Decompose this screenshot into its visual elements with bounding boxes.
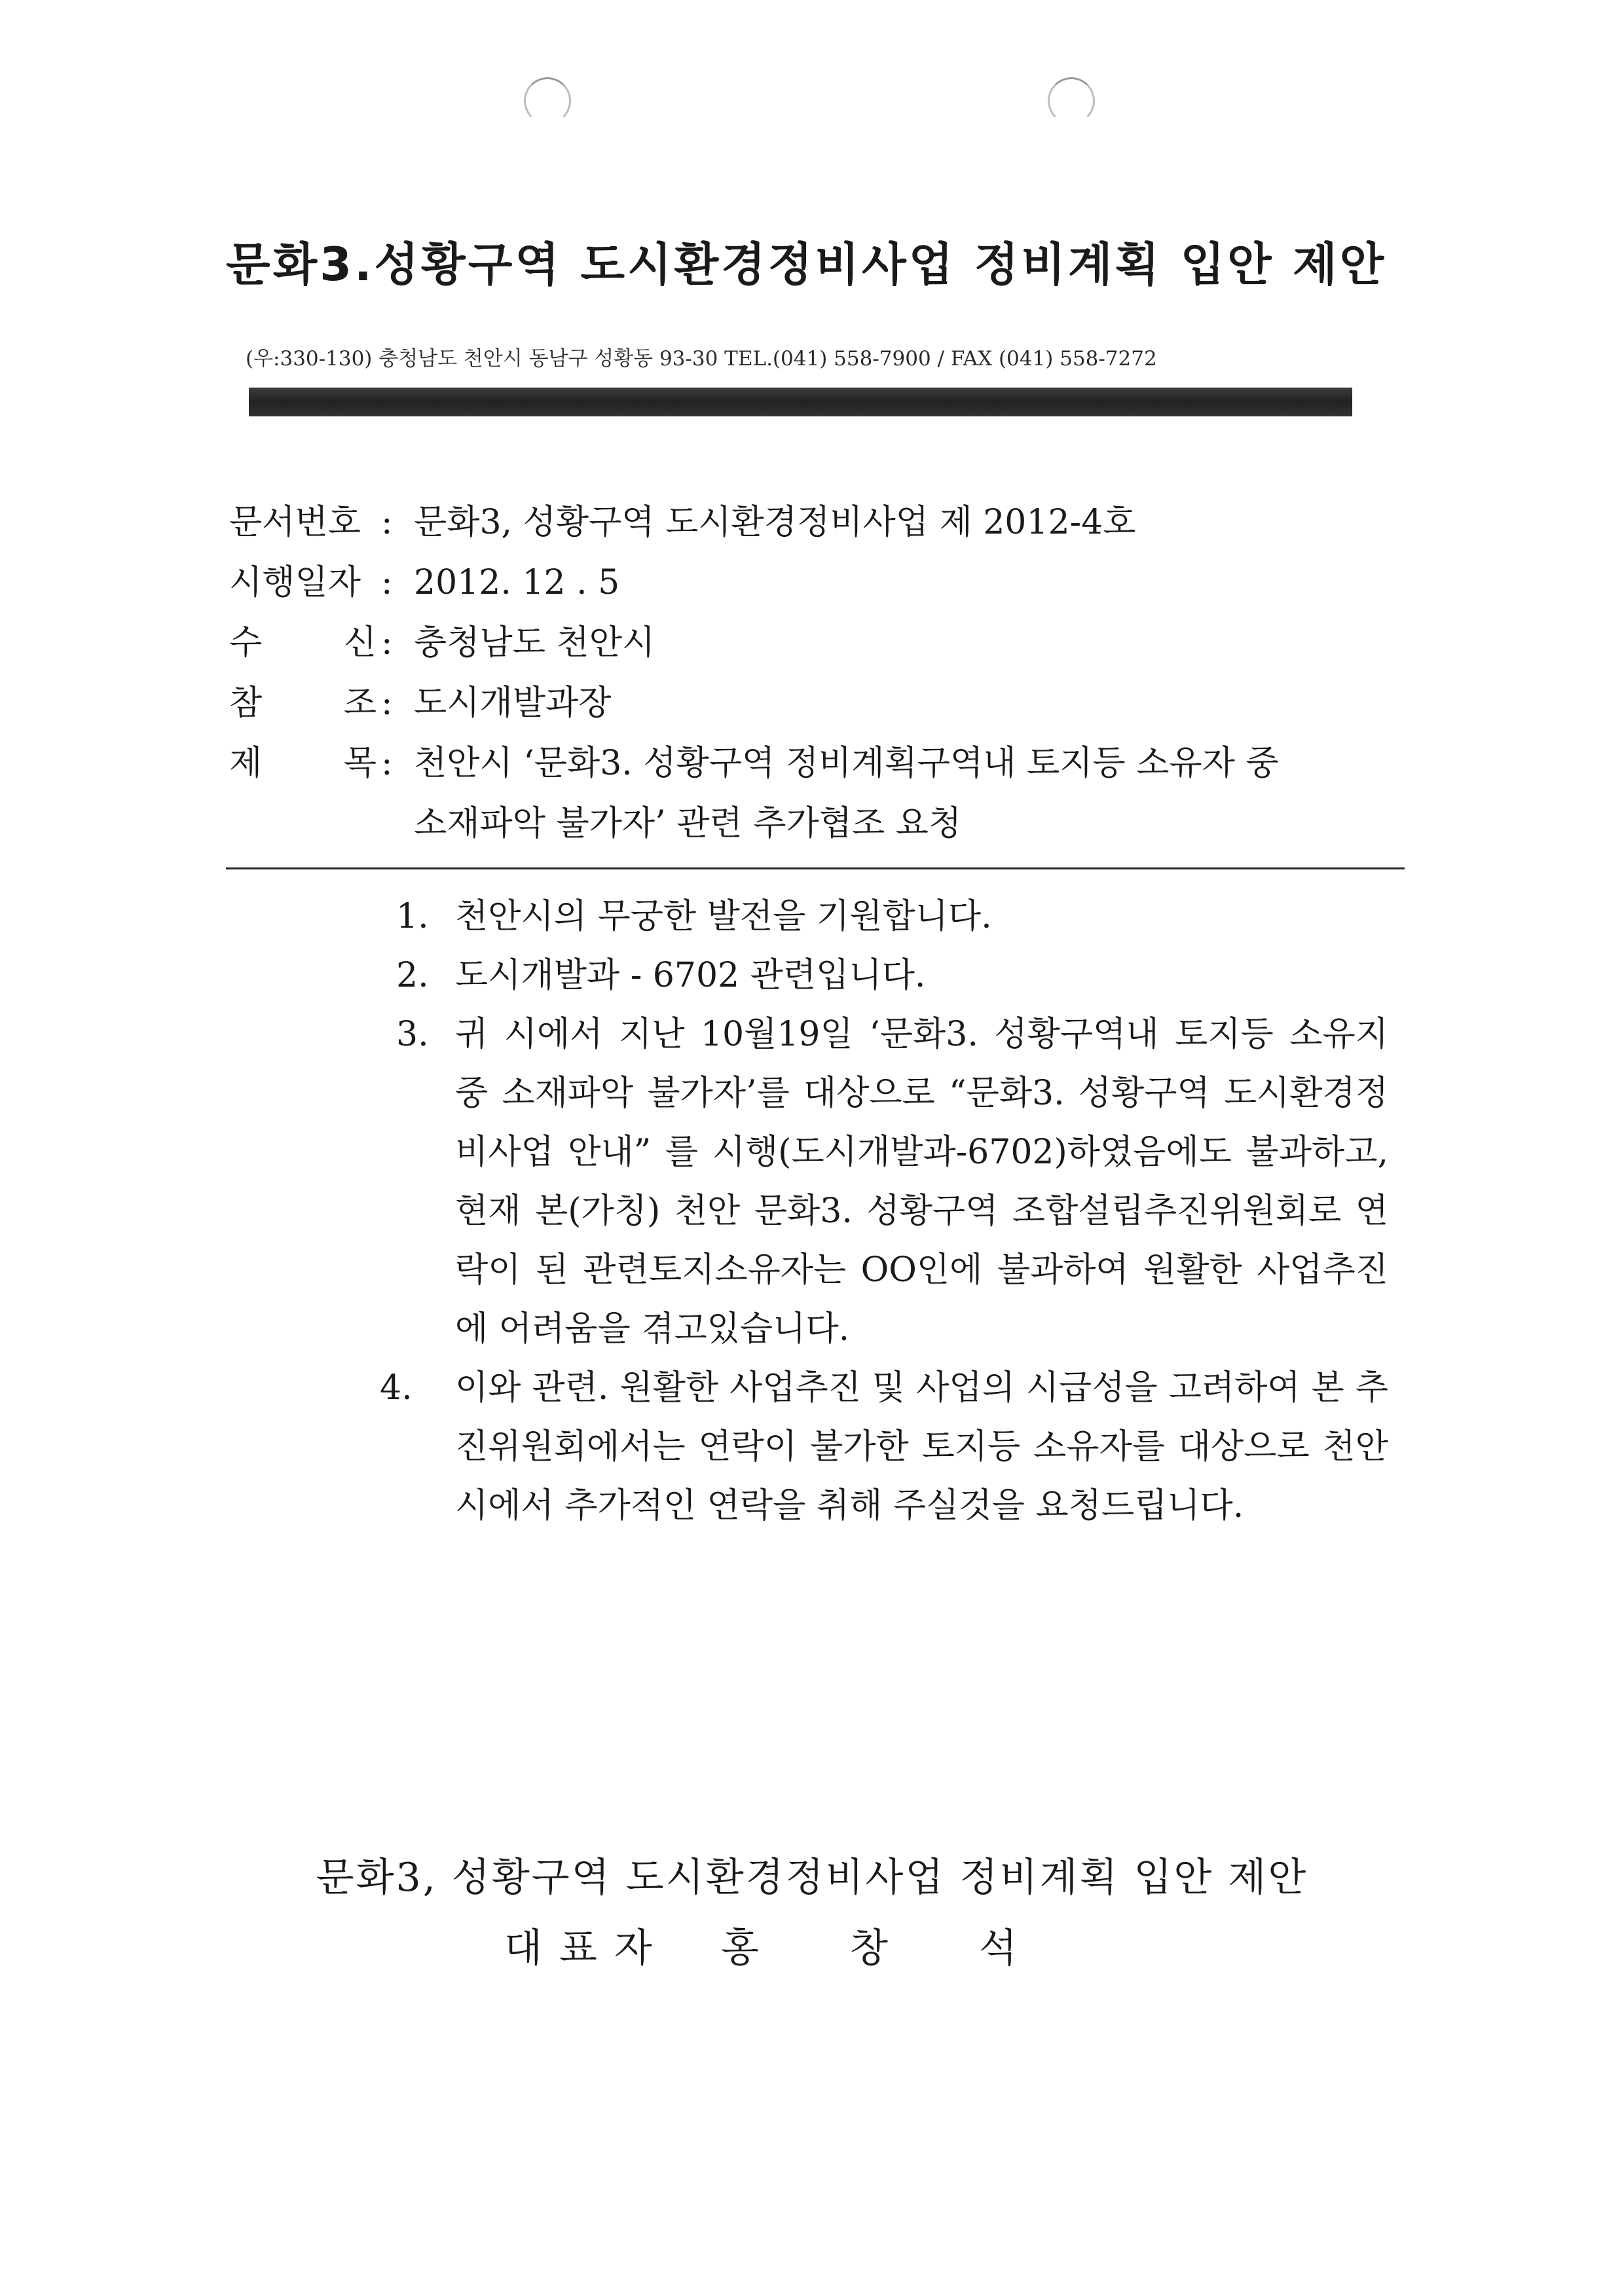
body-items	[380, 887, 1388, 1535]
meta-colon: :	[381, 563, 393, 602]
meta-subject	[229, 733, 1421, 854]
meta-reference	[229, 673, 1421, 733]
item-number: 4.	[380, 1368, 413, 1408]
meta-colon: :	[381, 503, 393, 542]
meta-colon: :	[381, 744, 393, 783]
meta-doc-no	[229, 492, 1421, 553]
meta-label-char: 조	[343, 683, 377, 723]
punch-hole	[524, 77, 571, 124]
representative-name-char: 석	[979, 1925, 1018, 1971]
meta-label	[229, 613, 377, 673]
representative-name-char: 홍	[720, 1925, 759, 1971]
item-text: 귀 시에서 지난 10월19일 ‘문화3. 성황구역내 토지등 소유지 중 소재파악 불가자’를 대상으로 “문화3. 성황구역 도시환경정비사업 안내” 를 시행(도시개발과-6702)하였음에도 불과하고, 현재 본(가칭) 천안 문화3. 성황구역 조합설립추진위원회로 연락이 된 관련토지소유자는 OO인에 불과하여 원활한 사업추진에 어려움을 겪고있습니다.	[455, 1015, 1388, 1349]
meta-date	[229, 553, 1421, 613]
meta-value: 문화3, 성황구역 도시환경정비사업 제 2012-4호	[414, 503, 1136, 542]
body-item	[380, 1005, 1388, 1358]
body-item	[380, 1358, 1388, 1535]
item-number: 2.	[396, 956, 429, 995]
meta-value: 충청남도 천안시	[414, 623, 655, 663]
meta-colon: :	[381, 623, 393, 663]
meta-label-char: 참	[229, 683, 263, 723]
meta-recipient	[229, 613, 1421, 673]
meta-label: 시행일자	[229, 563, 361, 602]
letterhead-title: 문화3.성황구역 도시환경정비사업 정비계획 입안 제안	[226, 238, 1387, 291]
document-meta	[229, 492, 1421, 854]
meta-value: 도시개발과장	[414, 683, 612, 723]
meta-label-char: 목	[343, 744, 377, 783]
meta-colon: :	[381, 683, 393, 723]
item-text: 도시개발과 - 6702 관련입니다.	[455, 956, 926, 995]
meta-label	[229, 673, 377, 733]
meta-label-char: 신	[343, 623, 377, 663]
meta-label-char: 수	[229, 623, 263, 663]
subject-line-1: 천안시 ‘문화3. 성황구역 정비계획구역내 토지등 소유자 중	[414, 744, 1279, 783]
item-text: 천안시의 무궁한 발전을 기원합니다.	[455, 897, 992, 936]
signature-organization: 문화3, 성황구역 도시환경정비사업 정비계획 입안 제안	[316, 1855, 1308, 1901]
letterhead-address: (우:330-130) 충청남도 천안시 동남구 성황동 93-30 TEL.(041) 558-7900 / FAX (041) 558-7272	[246, 347, 1157, 371]
meta-label	[229, 733, 377, 793]
meta-label-char: 제	[229, 744, 263, 783]
meta-label: 문서번호	[229, 503, 361, 542]
item-number: 1.	[396, 897, 429, 936]
item-text: 이와 관련. 원활한 사업추진 및 사업의 시급성을 고려하여 본 추진위원회에서는 연락이 불가한 토지등 소유자를 대상으로 천안시에서 추가적인 연락을 취해 주실것을 요청드립니다.	[455, 1368, 1388, 1525]
section-divider	[226, 867, 1405, 869]
representative-title: 대표자	[504, 1925, 669, 1971]
representative-name-char: 창	[850, 1925, 888, 1971]
punch-hole	[1048, 77, 1095, 124]
item-number: 3.	[396, 1015, 429, 1054]
subject-line-2: 소재파악 불가자’ 관련 추가협조 요청	[414, 804, 962, 843]
body-item	[380, 887, 1388, 946]
body-item	[380, 946, 1388, 1005]
letterhead-bar	[249, 388, 1352, 416]
meta-value: 2012. 12 . 5	[414, 563, 620, 602]
signature-representative	[504, 1917, 1017, 1973]
